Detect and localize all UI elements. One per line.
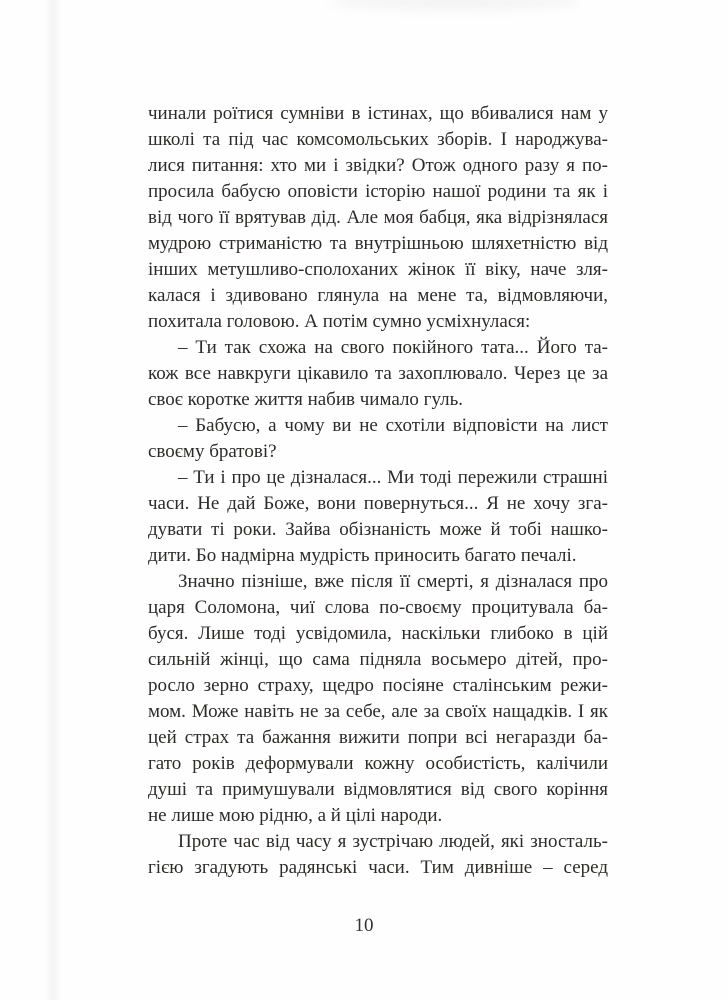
paragraph [148,335,608,413]
text-line: від чого її врятував дід. Але моя бабця, яка відрізнялася [148,207,608,228]
text-line: дувати ті роки. Зайва обізнаність може й тобі нашко- [148,519,608,540]
text-line: своєму братові? [148,441,277,462]
text-line: школі та під час комсомольських зборів. І народжува- [148,129,608,150]
scan-gutter-shadow [44,0,62,1000]
text-line: похитала головою. А потім сумно усміхнулася: [148,311,531,332]
text-line: просила бабусю оповісти історію нашої родини та як і [148,181,608,202]
text-line: мом. Може навіть не за себе, але за своїх нащадків. І як [148,701,608,722]
text-line: царя Соломона, чиї слова по-своєму процитувала ба- [148,597,608,618]
paragraph [148,413,608,465]
text-line: мудрою стриманістю та внутрішньою шляхетністю від [148,233,608,254]
text-line: душі та примушували відмовлятися від свого коріння [148,779,608,800]
text-line: буся. Лише тоді усвідомила, наскільки глибоко в цій [148,623,608,644]
paragraph [148,101,608,335]
paragraph [148,569,608,829]
text-line: інших метушливо-сполоханих жінок її віку, наче зля- [148,259,608,280]
text-line: дити. Бо надмірна мудрість приносить багато печалі. [148,545,577,566]
paragraph [148,465,608,569]
page-number: 10 [354,915,374,936]
text-line: гато років деформували кожну особистість, калічили [148,753,608,774]
text-line: часи. Не дай Боже, вони повернуться... Я не хочу зга- [148,493,608,514]
text-line: лися питання: хто ми і звідки? Отож одного разу я по- [148,155,608,176]
text-line: чинали роїтися сумніви в істинах, що вбивалися нам у [148,103,608,124]
text-line: сильній жінці, що сама підняла восьмеро дітей, про- [148,649,608,670]
text-line: не лише мою рідню, а й цілі народи. [148,805,443,826]
text-line: гією згадують радянські часи. Тим дивніше – серед [148,857,608,878]
text-line: – Ти так схожа на свого покійного тата... Його та- [178,337,608,358]
text-line: Значно пізніше, вже після її смерті, я дізналася про [178,571,608,592]
text-line: своє коротке життя набив чимало гуль. [148,389,464,410]
text-line: цей страх та бажання вижити попри всі негаразди ба- [148,727,608,748]
book-page-text [148,101,608,881]
text-line: – Бабусю, а чому ви не схотіли відповісти на лист [178,415,608,436]
text-line: – Ти і про це дізналася... Ми тоді пережили страшні [178,467,608,488]
text-line: росло зерно страху, щедро посіяне сталінським режи- [148,675,608,696]
text-line: кож все навкруги цікавило та захоплювало. Через це за [148,363,608,384]
paragraph [148,829,608,881]
scan-bleedthrough-smudge [330,0,580,10]
text-line: калася і здивовано глянула на мене та, відмовляючи, [148,285,608,306]
text-line: Проте час від часу я зустрічаю людей, які зносталь- [178,831,608,852]
